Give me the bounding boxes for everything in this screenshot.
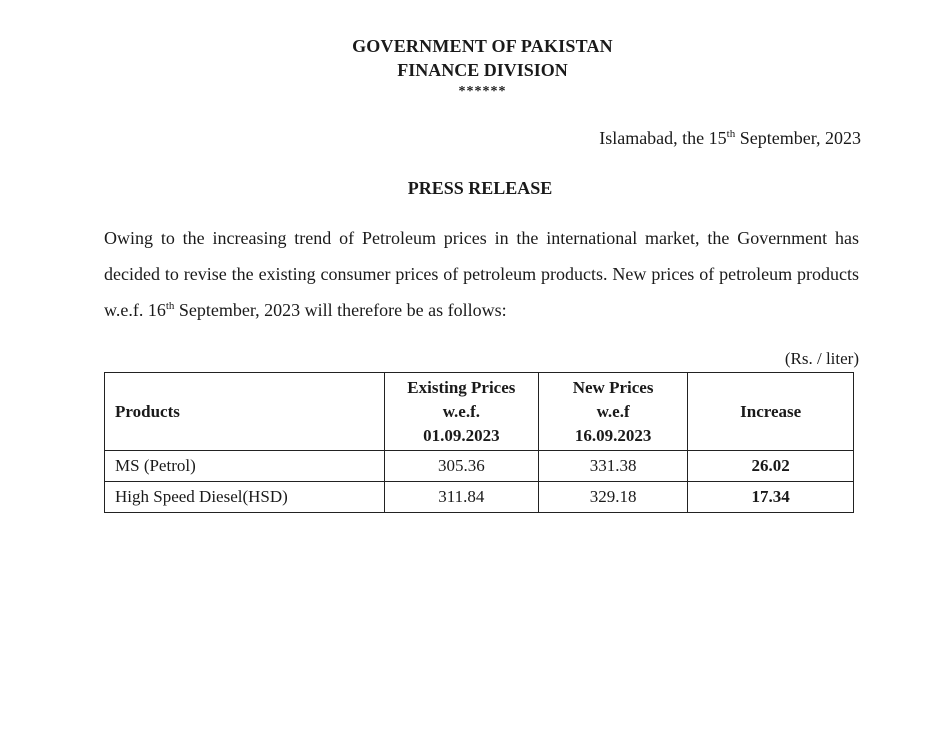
dateline-prefix: Islamabad, the 15 <box>599 128 727 148</box>
cell-product: High Speed Diesel(HSD) <box>105 482 385 513</box>
table-header-row <box>105 373 854 451</box>
header-new-line-2: w.e.f <box>596 402 630 421</box>
division-heading: FINANCE DIVISION <box>397 60 568 80</box>
header-existing-line-3: 01.09.2023 <box>423 426 500 445</box>
header-new-prices <box>538 373 688 451</box>
cell-new-price: 329.18 <box>538 482 688 513</box>
header-new-line-1: New Prices <box>572 378 654 397</box>
header-existing-line-2: w.e.f. <box>442 402 480 421</box>
header-new-line-3: 16.09.2023 <box>574 426 652 445</box>
cell-existing-price: 305.36 <box>384 451 538 482</box>
body-ordinal: th <box>165 300 175 312</box>
dateline-ordinal: th <box>726 128 736 140</box>
body-part-2: September, 2023 will therefore be as follows: <box>174 300 507 320</box>
body-paragraph <box>104 220 859 328</box>
unit-note: (Rs. / liter) <box>784 349 859 368</box>
government-heading: GOVERNMENT OF PAKISTAN <box>352 36 613 56</box>
header-existing-prices <box>384 373 538 451</box>
dateline-suffix: September, 2023 <box>735 128 861 148</box>
table-row <box>105 482 854 513</box>
separator-stars: ****** <box>458 84 507 99</box>
table-row <box>105 451 854 482</box>
price-table <box>104 372 854 513</box>
cell-increase: 17.34 <box>688 482 854 513</box>
dateline <box>599 128 861 149</box>
cell-existing-price: 311.84 <box>384 482 538 513</box>
cell-increase: 26.02 <box>688 451 854 482</box>
header-increase: Increase <box>688 373 854 451</box>
header-existing-line-1: Existing Prices <box>407 378 516 397</box>
press-release-title: PRESS RELEASE <box>407 178 553 198</box>
cell-product: MS (Petrol) <box>105 451 385 482</box>
header-products: Products <box>105 373 385 451</box>
cell-new-price: 331.38 <box>538 451 688 482</box>
body-part-1: Owing to the increasing trend of Petroleum prices in the international market, the Government has decided to revise the existing consumer prices of petroleum products. New prices of petroleum products w.e.f. 16 <box>104 228 859 320</box>
